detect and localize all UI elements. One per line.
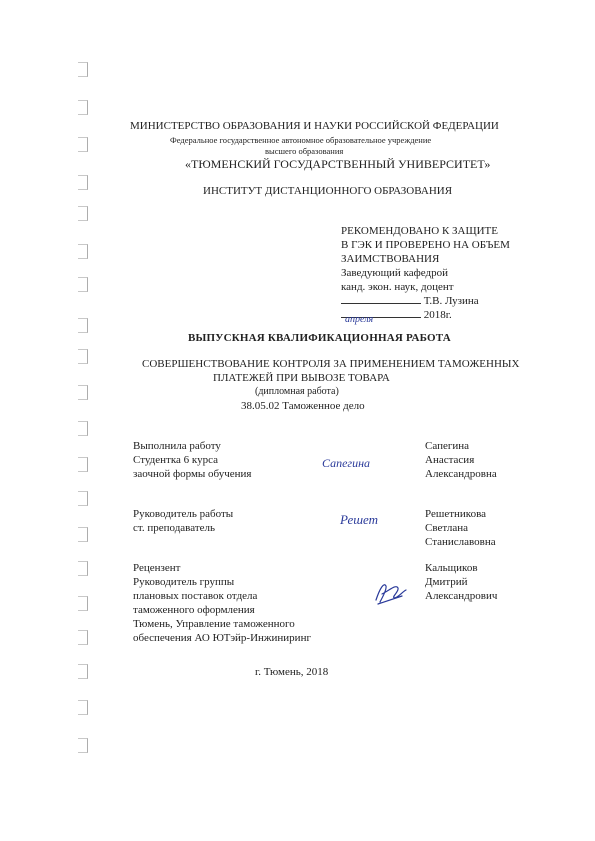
author-role-2: Студентка 6 курса — [133, 454, 218, 466]
author-role-1: Выполнила работу — [133, 440, 221, 452]
recommend-line-1: РЕКОМЕНДОВАНО К ЗАЩИТЕ — [341, 225, 498, 237]
supervisor-signature: Решет — [340, 512, 379, 527]
reviewer-name-1: Кальщиков — [425, 562, 478, 574]
federal-line-2: высшего образования — [265, 146, 344, 156]
reviewer-name-3: Александрович — [425, 590, 498, 602]
specialty: 38.05.02 Таможенное дело — [241, 400, 365, 412]
reviewer-role-6: обеспечения АО ЮТэйр-Инжиниринг — [133, 632, 311, 644]
supervisor-name-2: Светлана — [425, 522, 469, 534]
work-subtitle: (дипломная работа) — [255, 386, 339, 397]
author-signature: Сапегина — [322, 456, 371, 470]
university-name: «ТЮМЕНСКИЙ ГОСУДАРСТВЕННЫЙ УНИВЕРСИТЕТ» — [185, 157, 491, 171]
ministry-line: МИНИСТЕРСТВО ОБРАЗОВАНИЯ И НАУКИ РОССИЙСКОЙ ФЕДЕРАЦИИ — [130, 120, 499, 132]
recommend-line-5: канд. экон. наук, доцент — [341, 281, 454, 293]
city-year: г. Тюмень, 2018 — [255, 666, 329, 678]
work-type: ВЫПУСКНАЯ КВАЛИФИКАЦИОННАЯ РАБОТА — [188, 332, 451, 344]
recommend-year: 2018г. — [423, 309, 452, 321]
work-title-line-1: СОВЕРШЕНСТВОВАНИЕ КОНТРОЛЯ ЗА ПРИМЕНЕНИЕМ ТАМОЖЕННЫХ — [142, 358, 520, 370]
recommend-line-2: В ГЭК И ПРОВЕРЕНО НА ОБЪЕМ — [341, 239, 510, 251]
reviewer-role-2: Руководитель группы — [133, 576, 235, 588]
handwritten-month: апреля — [345, 314, 374, 325]
reviewer-role-4: таможенного оформления — [133, 604, 255, 616]
author-role-3: заочной формы обучения — [133, 468, 252, 480]
reviewer-signature — [372, 578, 412, 608]
head-name: Т.В. Лузина — [423, 295, 479, 307]
author-name-2: Анастасия — [425, 454, 475, 466]
recommend-date-line — [341, 308, 452, 325]
recommend-line-4: Заведующий кафедрой — [341, 267, 448, 279]
supervisor-name-1: Решетникова — [425, 508, 487, 520]
head-signature-line — [341, 294, 479, 308]
work-title-line-2: ПЛАТЕЖЕЙ ПРИ ВЫВОЗЕ ТОВАРА — [213, 372, 390, 384]
author-name-3: Александровна — [425, 468, 497, 480]
author-name-1: Сапегина — [425, 440, 470, 452]
recommend-line-3: ЗАИМСТВОВАНИЯ — [341, 253, 440, 265]
reviewer-role-3: плановых поставок отдела — [133, 590, 258, 602]
binding-holes — [78, 0, 92, 841]
supervisor-role-2: ст. преподаватель — [133, 522, 216, 534]
reviewer-name-2: Дмитрий — [425, 576, 468, 588]
reviewer-role-1: Рецензент — [133, 562, 181, 574]
supervisor-name-3: Станиславовна — [425, 536, 496, 548]
federal-line-1: Федеральное государственное автономное образовательное учреждение — [170, 135, 432, 145]
reviewer-role-5: Тюмень, Управление таможенного — [133, 618, 295, 630]
institute-name: ИНСТИТУТ ДИСТАНЦИОННОГО ОБРАЗОВАНИЯ — [203, 185, 453, 197]
supervisor-role-1: Руководитель работы — [133, 508, 234, 520]
